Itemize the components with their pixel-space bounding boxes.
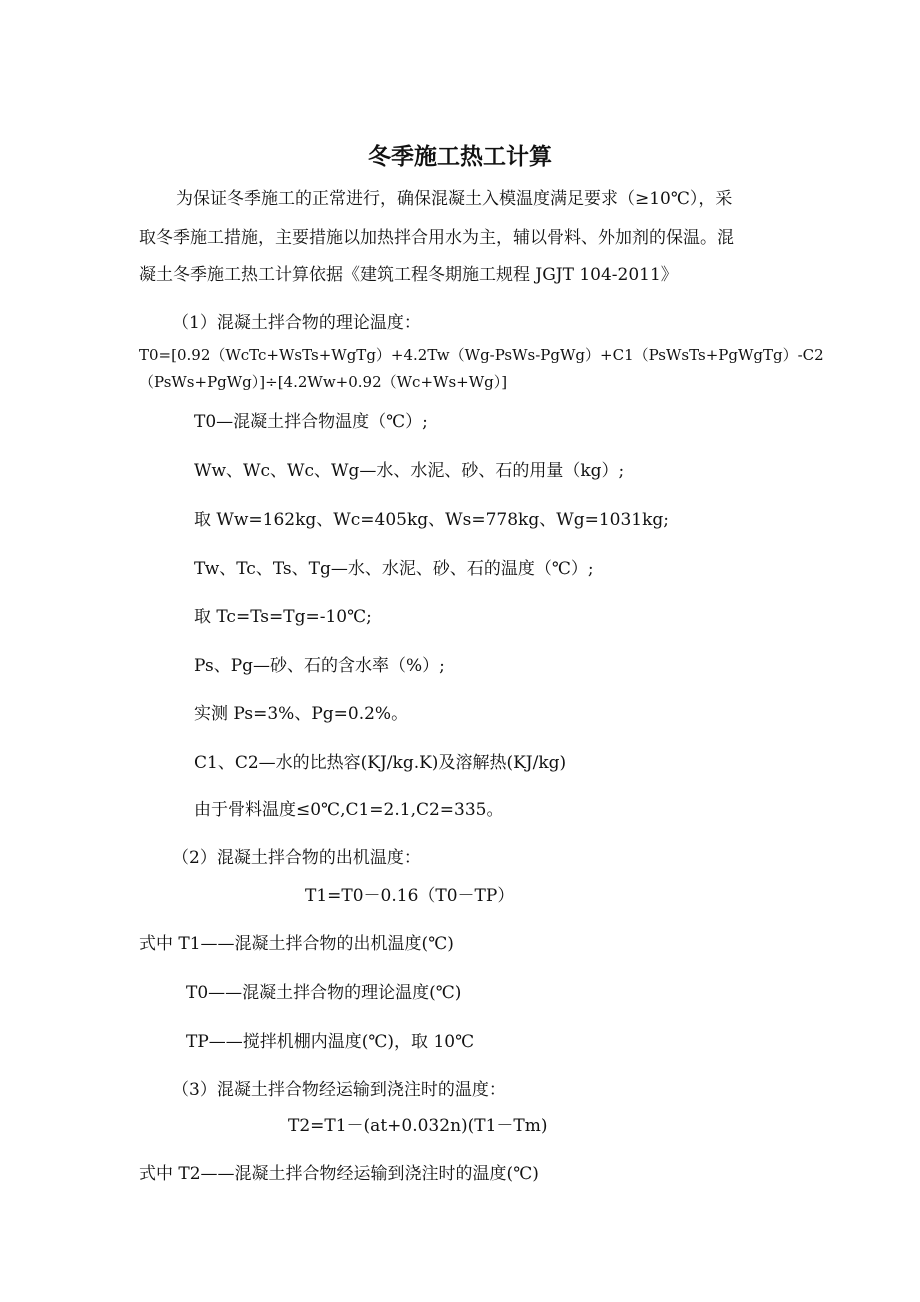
section2-line: 式中 T1——混凝土拌合物的出机温度(℃)	[139, 934, 454, 954]
section2-formula: T1=T0－0.16（T0－TP）	[305, 886, 515, 906]
definition-line: Tw、Tc、Ts、Tg—水、水泥、砂、石的温度（℃）;	[194, 559, 594, 579]
section3-heading: （3）混凝土拌合物经运输到浇注时的温度：	[172, 1080, 506, 1100]
section3-line: 式中 T2——混凝土拌合物经运输到浇注时的温度(℃)	[139, 1164, 539, 1184]
definition-line: T0—混凝土拌合物温度（℃）;	[194, 412, 428, 432]
definition-line: 由于骨料温度≤0℃,C1=2.1,C2=335。	[194, 800, 504, 820]
intro-line-3: 凝土冬季施工热工计算依据《建筑工程冬期施工规程 JGJT 104-2011》	[139, 265, 678, 285]
definition-line: Ps、Pg—砂、石的含水率（%）;	[194, 656, 445, 676]
definition-line: 实测 Ps=3%、Pg=0.2%。	[194, 704, 409, 724]
definition-line: 取 Tc=Ts=Tg=-10℃;	[194, 607, 372, 627]
section1-heading: （1）混凝土拌合物的理论温度：	[172, 313, 421, 333]
page-title: 冬季施工热工计算	[368, 143, 552, 170]
definition-line: Ww、Wc、Wc、Wg—水、水泥、砂、石的用量（kg）;	[194, 461, 625, 481]
section1-formula-line-1: T0=[0.92（WcTc+WsTs+WgTg）+4.2Tw（Wg-PsWs-PgWg）+C1（PsWsTs+PgWgTg）-C2	[139, 346, 824, 364]
section3-formula: T2=T1－(at+0.032n)(T1－Tm)	[288, 1116, 548, 1136]
section2-line: TP——搅拌机棚内温度(℃)，取 10℃	[186, 1032, 475, 1052]
intro-line-1: 为保证冬季施工的正常进行，确保混凝土入模温度满足要求（≥10℃），采	[176, 189, 733, 209]
definition-line: 取 Ww=162kg、Wc=405kg、Ws=778kg、Wg=1031kg;	[194, 510, 670, 530]
section2-heading: （2）混凝土拌合物的出机温度：	[172, 848, 421, 868]
definition-line: C1、C2—水的比热容(KJ/kg.K)及溶解热(KJ/kg)	[194, 753, 567, 773]
section1-formula-line-2: （PsWs+PgWg）]÷[4.2Ww+0.92（Wc+Ws+Wg）]	[139, 373, 508, 391]
intro-line-2: 取冬季施工措施，主要措施以加热拌合用水为主，辅以骨料、外加剂的保温。混	[139, 228, 734, 248]
section2-line: T0——混凝土拌合物的理论温度(℃)	[186, 983, 462, 1003]
